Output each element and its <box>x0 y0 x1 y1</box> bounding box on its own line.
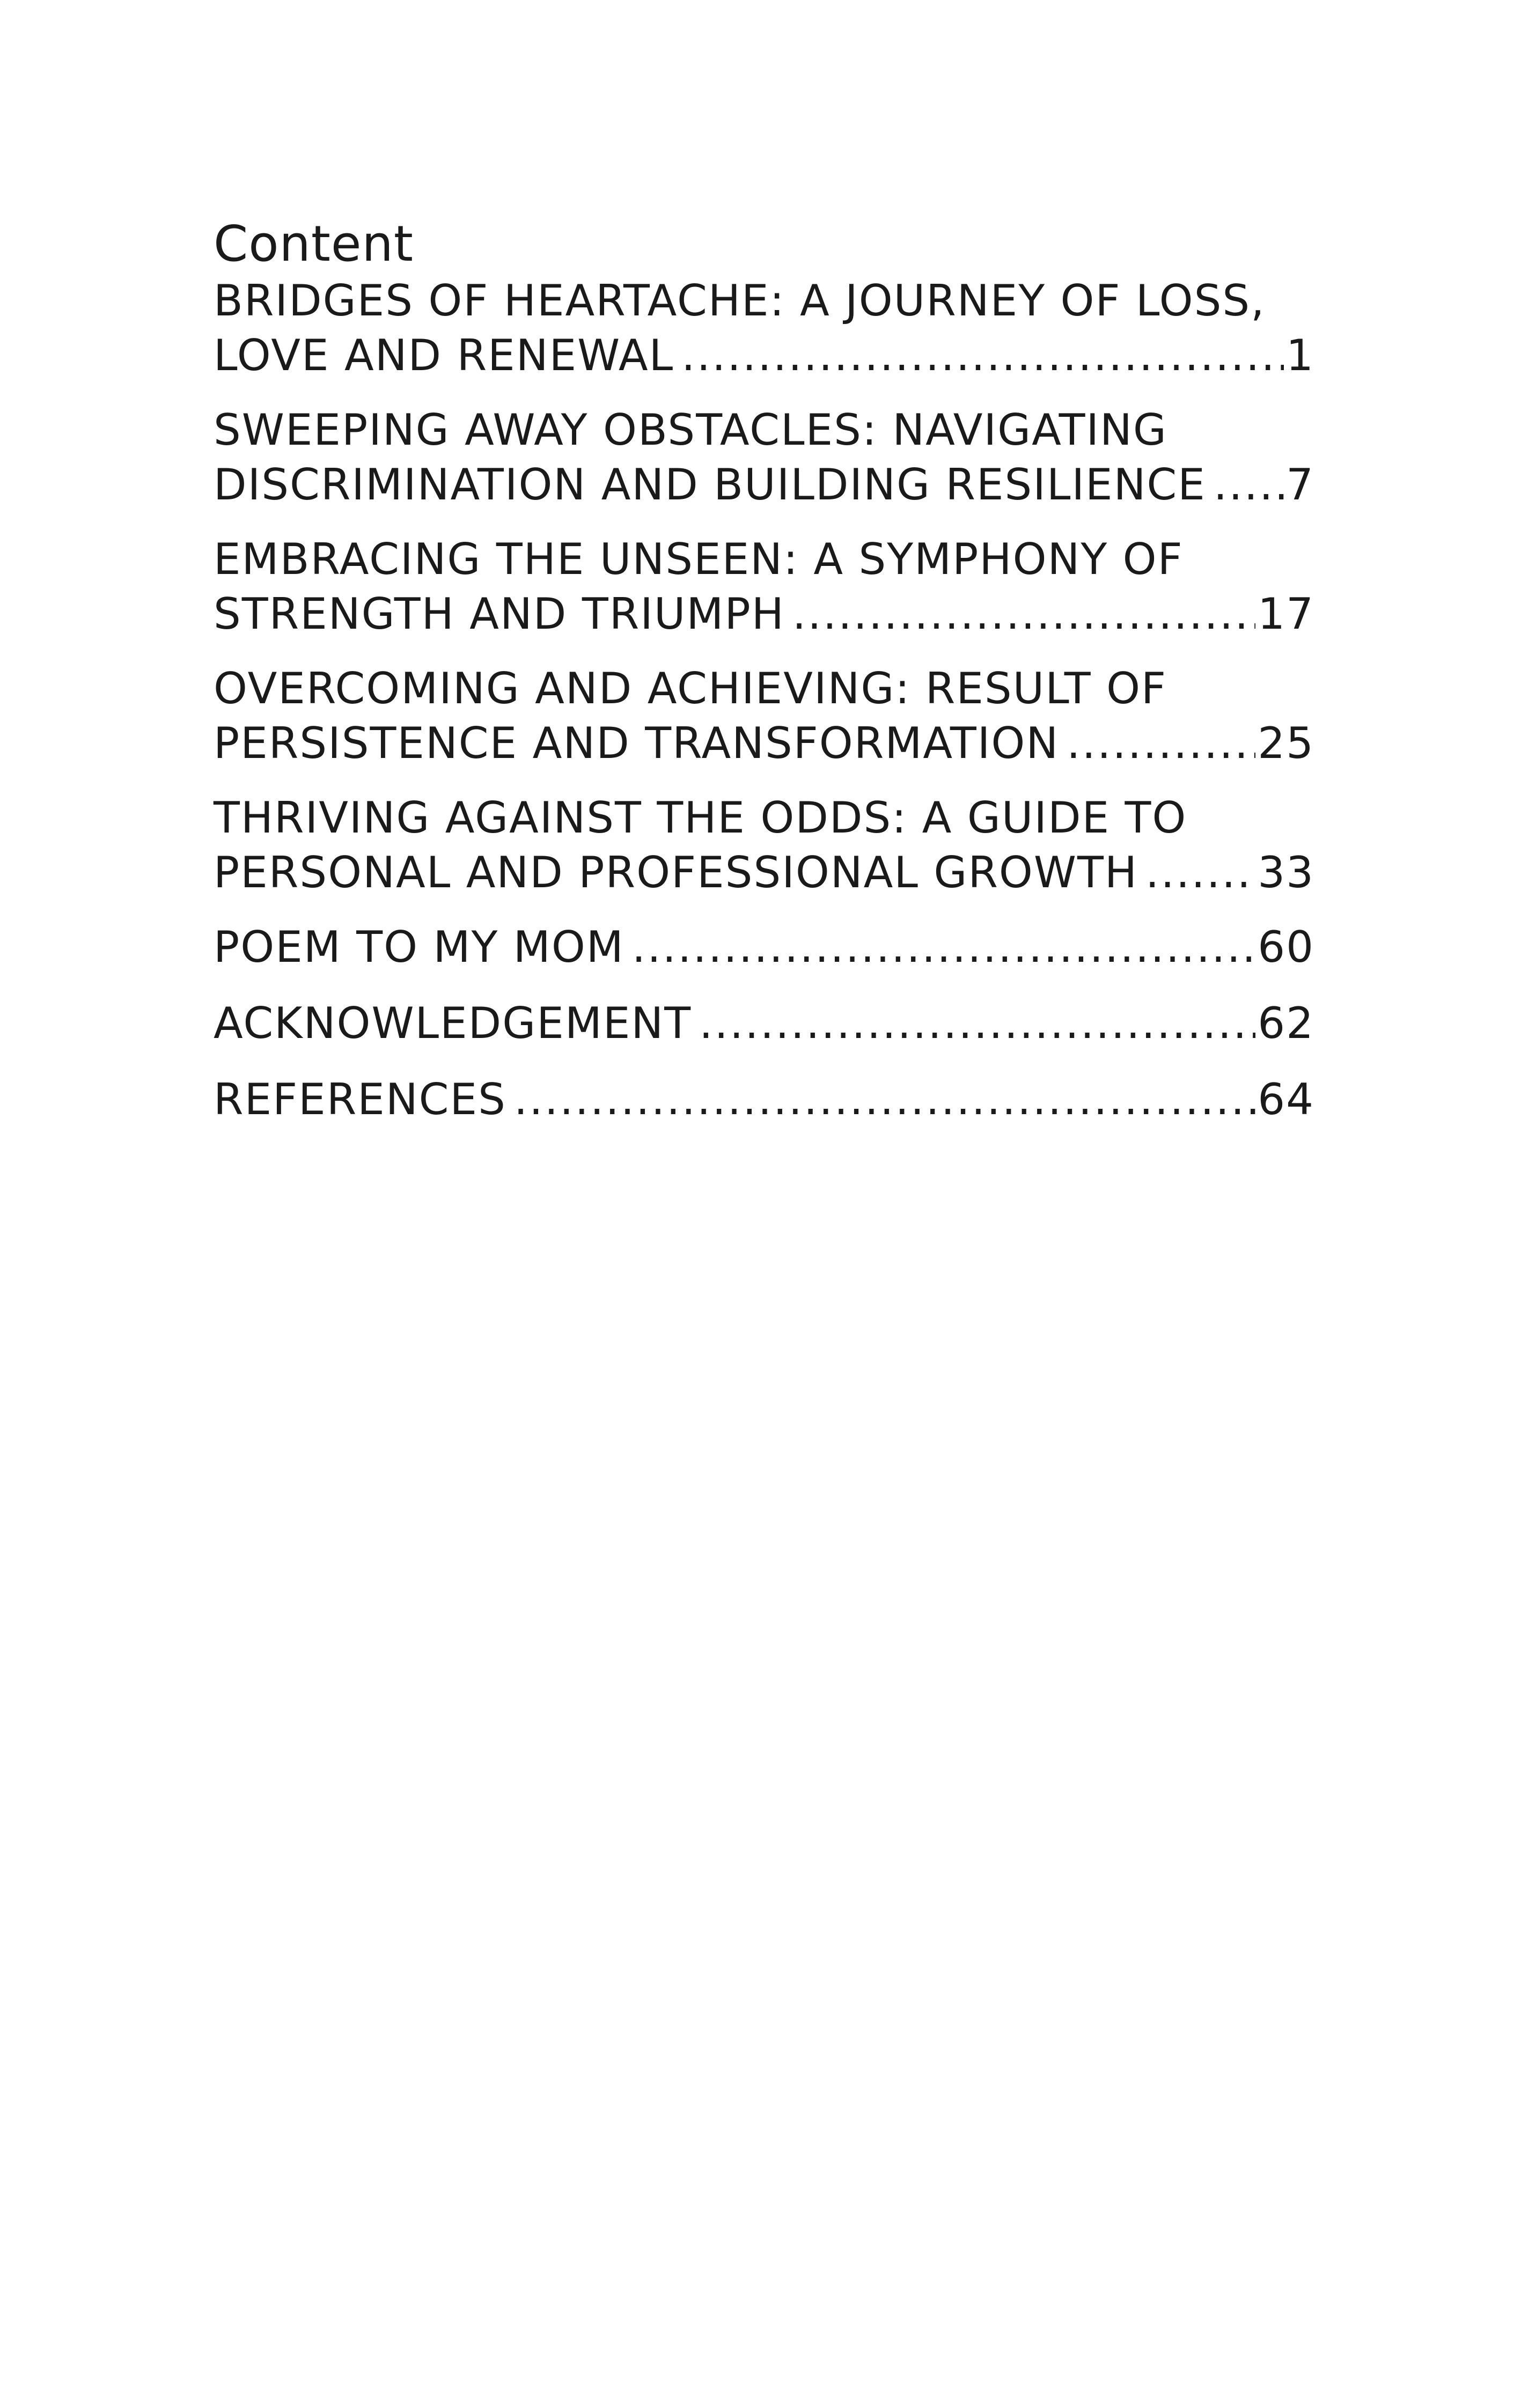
toc-entry[interactable] <box>214 403 1314 512</box>
toc-page-number: 60 <box>1258 922 1314 972</box>
toc-entry[interactable] <box>214 920 1314 975</box>
dot-leader <box>681 328 1284 383</box>
toc-entry[interactable] <box>214 274 1314 383</box>
dot-leader <box>1145 845 1255 900</box>
toc-entry-last-line <box>214 845 1314 900</box>
dot-leader <box>1067 716 1255 771</box>
toc-entry-title-end: ACKNOWLEDGEMENT <box>214 998 692 1048</box>
toc-entry-last-line <box>214 328 1314 383</box>
toc-entry[interactable] <box>214 791 1314 900</box>
toc-entry[interactable] <box>214 661 1314 771</box>
dot-leader <box>632 920 1255 975</box>
toc-entry-title-end: STRENGTH AND TRIUMPH <box>214 589 785 639</box>
toc-entry-title-end: POEM TO MY MOM <box>214 922 624 972</box>
toc-entry-last-line <box>214 1072 1314 1127</box>
toc-page-number: 25 <box>1258 718 1314 768</box>
dot-leader <box>792 587 1255 642</box>
dot-leader <box>1214 458 1284 512</box>
toc-entry-title-line: SWEEPING AWAY OBSTACLES: NAVIGATING <box>214 405 1167 455</box>
toc-page-number: 1 <box>1286 330 1314 380</box>
toc-list <box>214 274 1314 1127</box>
dot-leader <box>699 996 1255 1051</box>
toc-entry[interactable] <box>214 532 1314 642</box>
toc-entry-title-line: OVERCOMING AND ACHIEVING: RESULT OF <box>214 664 1167 713</box>
toc-entry-title-end: DISCRIMINATION AND BUILDING RESILIENCE <box>214 460 1206 510</box>
toc-page-number: 62 <box>1258 998 1314 1048</box>
toc-entry-title-end: PERSISTENCE AND TRANSFORMATION <box>214 718 1060 768</box>
toc-entry-last-line <box>214 920 1314 975</box>
toc-entry-title-end: PERSONAL AND PROFESSIONAL GROWTH <box>214 848 1138 897</box>
toc-entry[interactable] <box>214 996 1314 1051</box>
toc-page-number: 33 <box>1258 848 1314 897</box>
toc-entry-title-end: REFERENCES <box>214 1074 506 1124</box>
toc-entry-title-line: EMBRACING THE UNSEEN: A SYMPHONY OF <box>214 534 1184 584</box>
toc-entry-last-line <box>214 996 1314 1051</box>
toc-page-number: 7 <box>1286 460 1314 510</box>
toc-entry-title-line: BRIDGES OF HEARTACHE: A JOURNEY OF LOSS, <box>214 276 1266 326</box>
toc-entry-last-line <box>214 587 1314 642</box>
dot-leader <box>514 1072 1255 1127</box>
toc-entry-title-line: THRIVING AGAINST THE ODDS: A GUIDE TO <box>214 793 1187 843</box>
toc-entry[interactable] <box>214 1072 1314 1127</box>
toc-entry-title-end: LOVE AND RENEWAL <box>214 330 674 380</box>
table-of-contents <box>214 215 1314 1148</box>
toc-page-number: 17 <box>1258 589 1314 639</box>
toc-page-number: 64 <box>1258 1074 1314 1124</box>
toc-heading: Content <box>214 215 414 273</box>
toc-entry-last-line <box>214 458 1314 512</box>
toc-entry-last-line <box>214 716 1314 771</box>
